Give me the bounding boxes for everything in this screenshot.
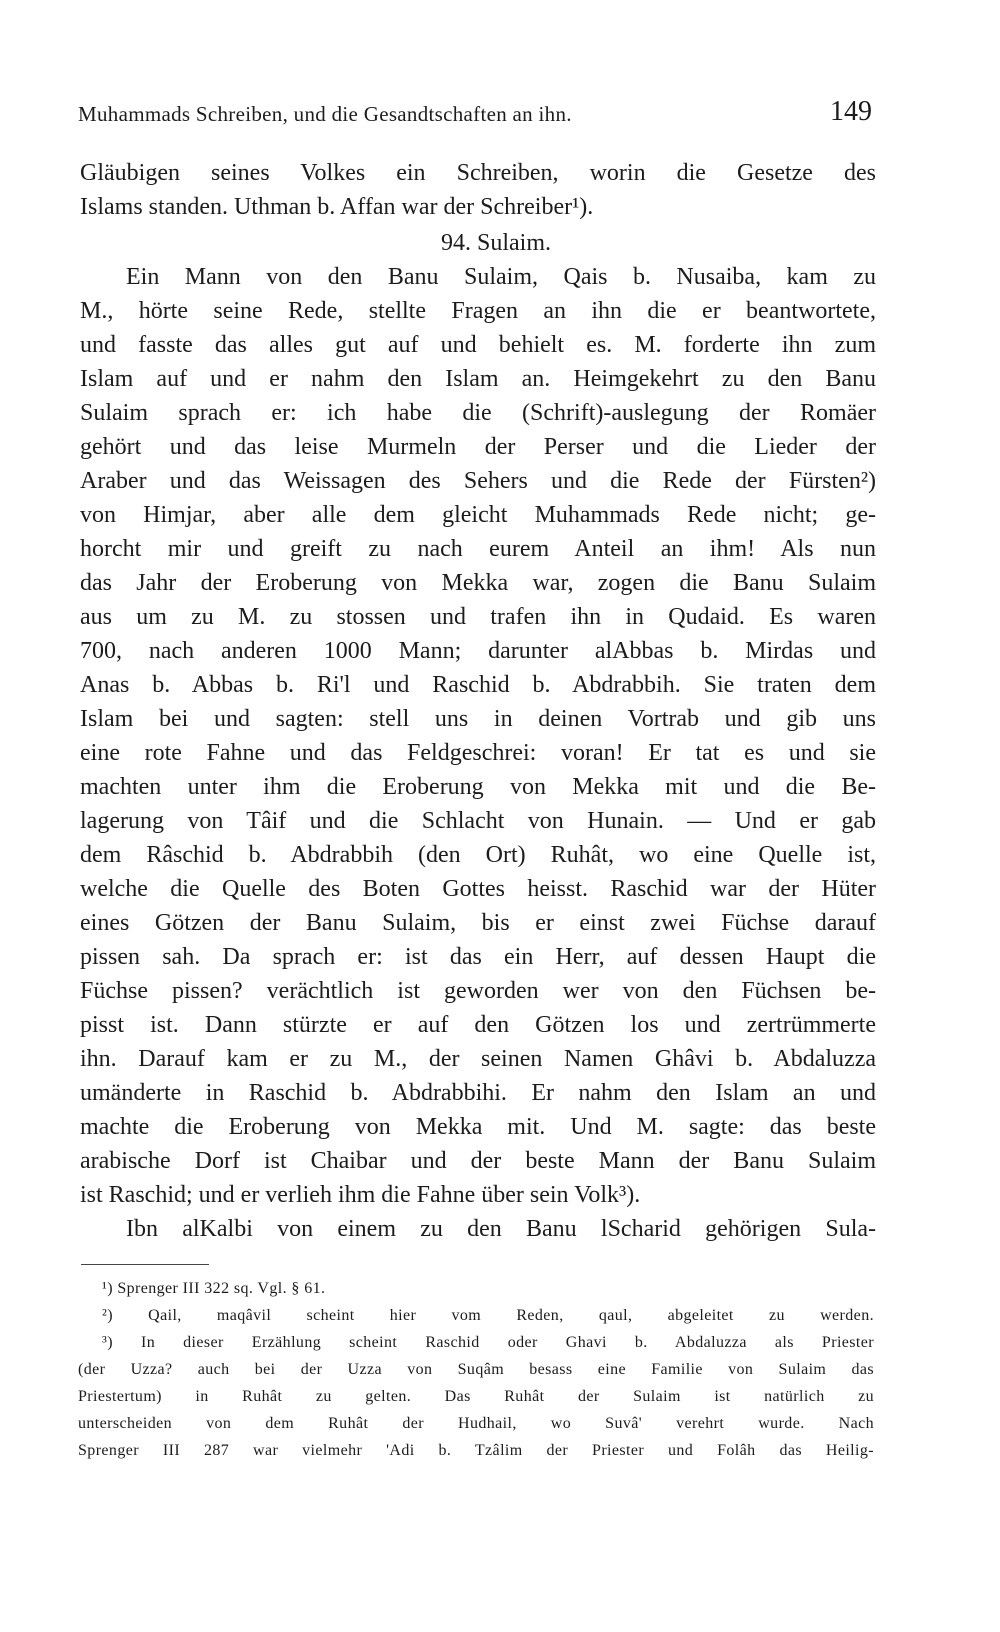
body-line: Anas b. Abbas b. Ri'l und Raschid b. Abdrabbih. Sie traten dem	[80, 672, 876, 698]
body-line: Islams standen. Uthman b. Affan war der Schreiber¹).	[80, 194, 594, 220]
body-line: Füchse pissen? verächtlich ist geworden wer von den Füchsen be-	[80, 978, 876, 1004]
body-line: Ein Mann von den Banu Sulaim, Qais b. Nusaiba, kam zu	[126, 264, 876, 290]
body-line: dem Râschid b. Abdrabbih (den Ort) Ruhât, wo eine Quelle ist,	[80, 842, 876, 868]
footnote-line: ²) Qail, maqâvil scheint hier vom Reden, qaul, abgeleitet zu werden.	[102, 1307, 874, 1324]
body-line: umänderte in Raschid b. Abdrabbihi. Er nahm den Islam an und	[80, 1080, 876, 1106]
body-line: das Jahr der Eroberung von Mekka war, zogen die Banu Sulaim	[80, 570, 876, 596]
body-line: ist Raschid; und er verlieh ihm die Fahne über sein Volk³).	[80, 1182, 641, 1208]
body-line: Islam bei und sagten: stell uns in deinen Vortrab und gib uns	[80, 706, 876, 732]
footnote-line: ¹) Sprenger III 322 sq. Vgl. § 61.	[102, 1280, 326, 1297]
footnote-line: (der Uzza? auch bei der Uzza von Suqâm besass eine Familie von Sulaim das	[78, 1361, 874, 1378]
body-line: arabische Dorf ist Chaibar und der beste Mann der Banu Sulaim	[80, 1148, 876, 1174]
body-line: Araber und das Weissagen des Sehers und die Rede der Fürsten²)	[80, 468, 876, 494]
body-line: von Himjar, aber alle dem gleicht Muhammads Rede nicht; ge-	[80, 502, 876, 528]
footnote-line: unterscheiden von dem Ruhât der Hudhail, wo Suvâ' verehrt wurde. Nach	[78, 1415, 874, 1432]
body-line: Islam auf und er nahm den Islam an. Heimgekehrt zu den Banu	[80, 366, 876, 392]
body-line: Sulaim sprach er: ich habe die (Schrift)-auslegung der Romäer	[80, 400, 876, 426]
body-line: horcht mir und greift zu nach eurem Anteil an ihm! Als nun	[80, 536, 876, 562]
body-line: machte die Eroberung von Mekka mit. Und M. sagte: das beste	[80, 1114, 876, 1140]
body-line: 700, nach anderen 1000 Mann; darunter alAbbas b. Mirdas und	[80, 638, 876, 664]
running-title: Muhammads Schreiben, und die Gesandtschaften an ihn.	[78, 102, 572, 126]
body-line: eine rote Fahne und das Feldgeschrei: voran! Er tat es und sie	[80, 740, 876, 766]
body-line: M., hörte seine Rede, stellte Fragen an ihn die er beantwortete,	[80, 298, 876, 324]
body-line: welche die Quelle des Boten Gottes heisst. Raschid war der Hüter	[80, 876, 876, 902]
body-line: Ibn alKalbi von einem zu den Banu lScharid gehörigen Sula-	[126, 1216, 876, 1242]
body-line: ihn. Darauf kam er zu M., der seinen Namen Ghâvi b. Abdaluzza	[80, 1046, 876, 1072]
body-line: Gläubigen seines Volkes ein Schreiben, worin die Gesetze des	[80, 160, 876, 186]
footnote-line: Sprenger III 287 war vielmehr 'Adi b. Tzâlim der Priester und Folâh das Heilig-	[78, 1442, 874, 1459]
section-heading: 94. Sulaim.	[441, 230, 552, 256]
body-line: lagerung von Tâif und die Schlacht von Hunain. — Und er gab	[80, 808, 876, 834]
body-line: gehört und das leise Murmeln der Perser und die Lieder der	[80, 434, 876, 460]
body-line: und fasste das alles gut auf und behielt es. M. forderte ihn zum	[80, 332, 876, 358]
body-line: pissen sah. Da sprach er: ist das ein Herr, auf dessen Haupt die	[80, 944, 876, 970]
body-line: machten unter ihm die Eroberung von Mekka mit und die Be-	[80, 774, 876, 800]
footnote-line: Priestertum) in Ruhât zu gelten. Das Ruhât der Sulaim ist natürlich zu	[78, 1388, 874, 1405]
footnote-rule	[81, 1264, 209, 1265]
footnote-line: ³) In dieser Erzählung scheint Raschid oder Ghavi b. Abdaluzza als Priester	[102, 1334, 874, 1351]
body-line: pisst ist. Dann stürzte er auf den Götzen los und zertrümmerte	[80, 1012, 876, 1038]
body-line: eines Götzen der Banu Sulaim, bis er einst zwei Füchse darauf	[80, 910, 876, 936]
page-number: 149	[830, 96, 872, 127]
body-line: aus um zu M. zu stossen und trafen ihn in Qudaid. Es waren	[80, 604, 876, 630]
